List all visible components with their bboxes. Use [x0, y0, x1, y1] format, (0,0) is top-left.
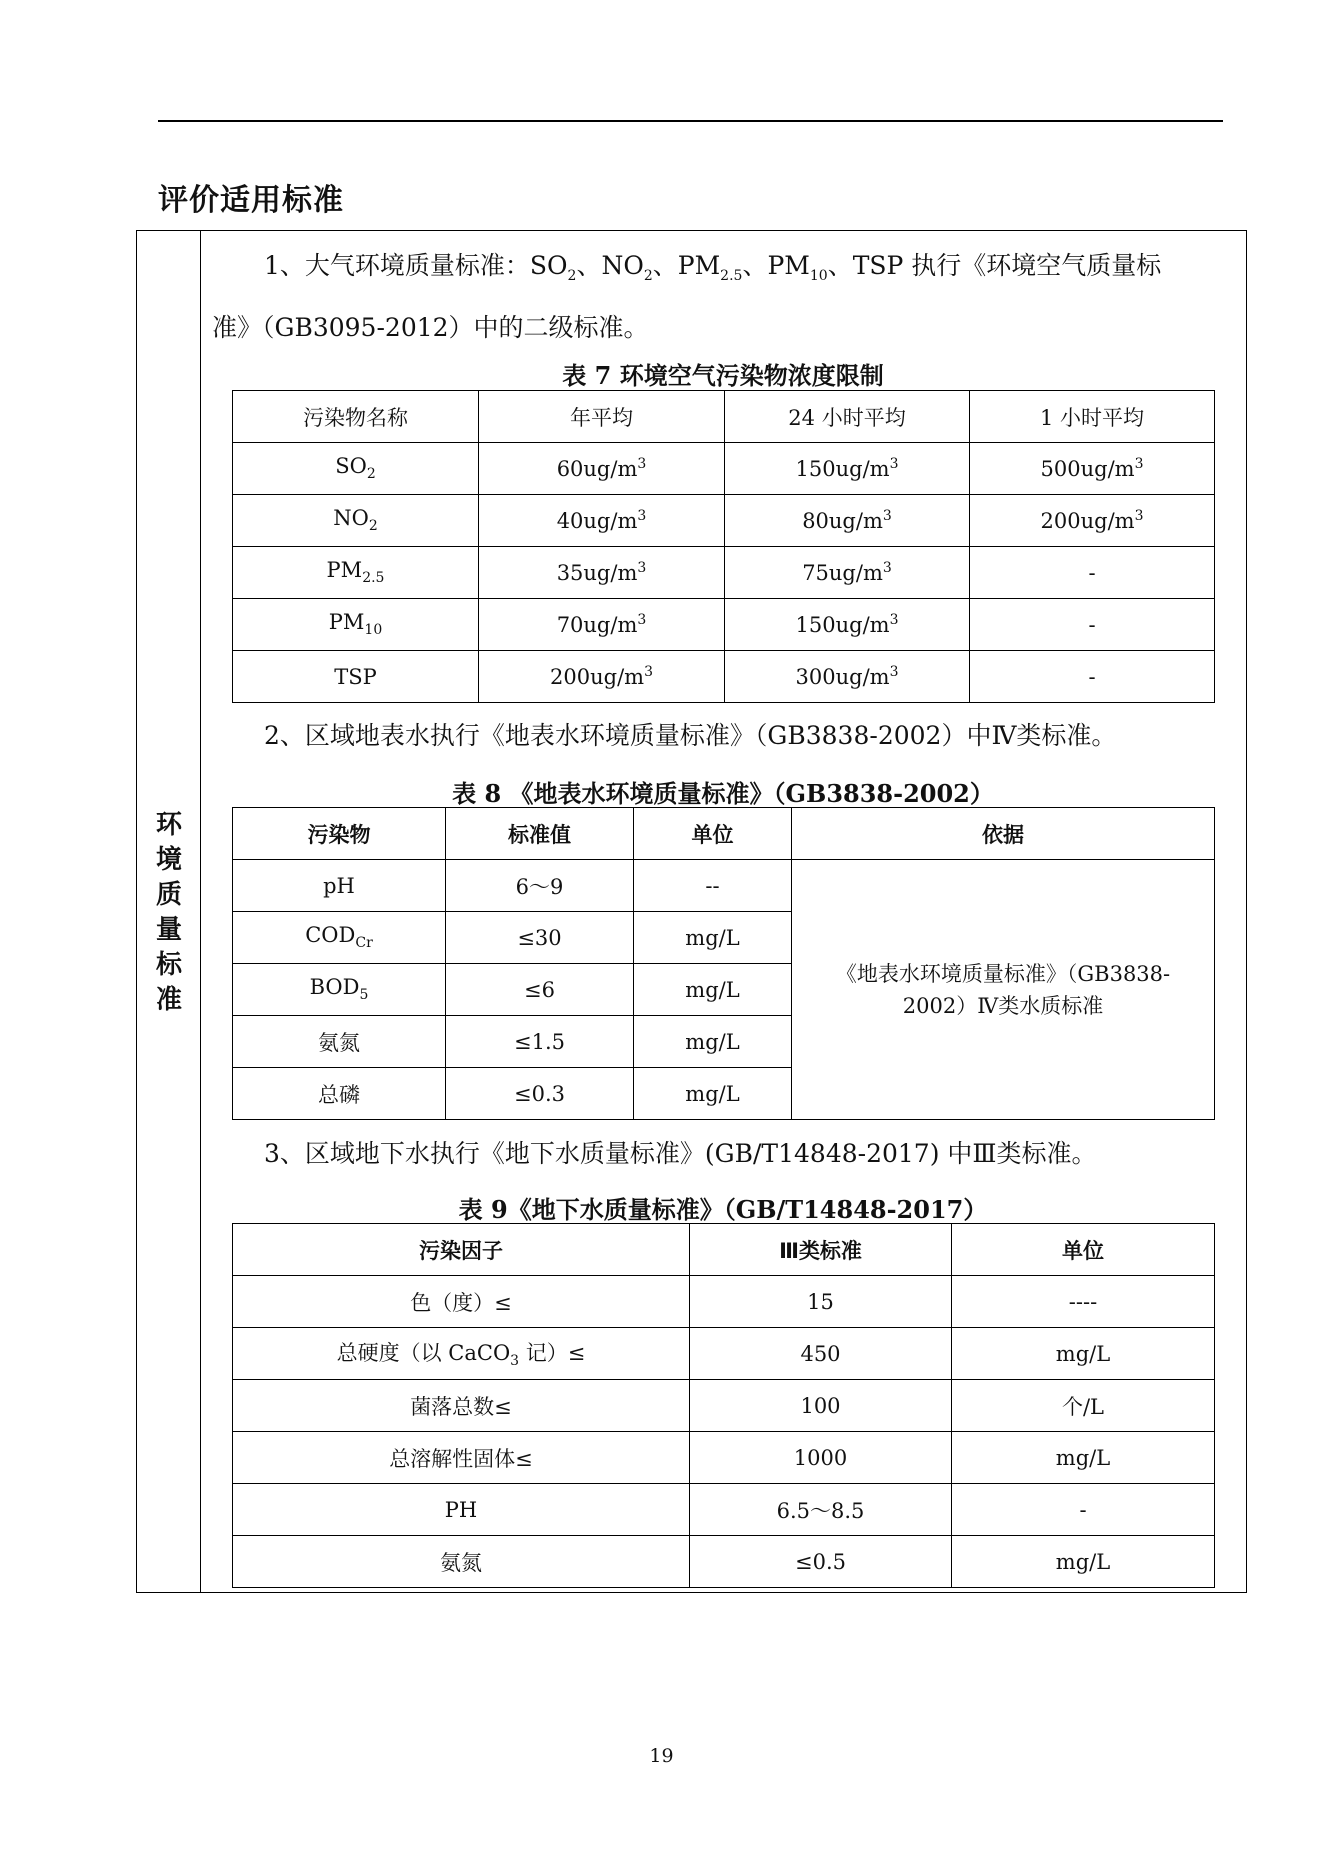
- table-row: [233, 599, 1215, 651]
- side-label-char: 环: [155, 810, 182, 840]
- side-label-char: 境: [155, 845, 182, 875]
- value-cell: 100: [690, 1380, 952, 1432]
- side-label-char: 标: [155, 950, 182, 980]
- table-row: [233, 1380, 1215, 1432]
- value-cell: ≤6: [446, 964, 634, 1016]
- pollutant-cell: $COD_{Cr}$: [233, 912, 446, 964]
- value-cell: ≤0.3: [446, 1068, 634, 1120]
- daily-cell: $300ug/m^3$: [725, 651, 970, 703]
- table-row: [233, 495, 1215, 547]
- air-standard-line1: 1、大气环境质量标准：$SO_2$、$NO_2$、$PM_{2.5}$、$PM_{10}$、TSP 执行《环境空气质量标: [264, 251, 1162, 284]
- unit-cell: mg/L: [634, 1068, 792, 1120]
- pollutant-cell: $NO_2$: [233, 495, 479, 547]
- daily-cell: $75ug/m^3$: [725, 547, 970, 599]
- unit-cell: mg/L: [634, 964, 792, 1016]
- table9-header-cell: 污染因子: [233, 1224, 690, 1276]
- unit-cell: mg/L: [952, 1328, 1215, 1380]
- unit-cell: mg/L: [634, 1016, 792, 1068]
- unit-cell: mg/L: [634, 912, 792, 964]
- table-row: [233, 443, 1215, 495]
- value-cell: ≤1.5: [446, 1016, 634, 1068]
- daily-cell: $80ug/m^3$: [725, 495, 970, 547]
- table-row: [233, 1432, 1215, 1484]
- annual-cell: $35ug/m^3$: [479, 547, 725, 599]
- air-standard-line2: 准》（GB3095-2012）中的二级标准。: [212, 313, 649, 342]
- pollutant-cell: pH: [233, 860, 446, 912]
- hourly-cell: $200ug/m^3$: [970, 495, 1215, 547]
- table-row: [233, 860, 1215, 912]
- value-cell: ≤0.5: [690, 1536, 952, 1588]
- table-row: [233, 1484, 1215, 1536]
- table7-header-cell: 污染物名称: [233, 391, 479, 443]
- value-cell: 6～9: [446, 860, 634, 912]
- pollutant-cell: $PM_{2.5}$: [233, 547, 479, 599]
- groundwater-paragraph: 3、区域地下水执行《地下水质量标准》(GB/T14848-2017) 中Ⅲ类标准。: [264, 1139, 1097, 1168]
- factor-cell: 菌落总数≤: [233, 1380, 690, 1432]
- unit-cell: --: [634, 860, 792, 912]
- table-row: [233, 651, 1215, 703]
- annual-cell: $200ug/m^3$: [479, 651, 725, 703]
- unit-cell: -: [952, 1484, 1215, 1536]
- pollutant-cell: 总磷: [233, 1068, 446, 1120]
- factor-cell: PH: [233, 1484, 690, 1536]
- basis-cell: 《地表水环境质量标准》（GB3838- 2002）Ⅳ类水质标准: [792, 860, 1215, 1120]
- pollutant-cell: $SO_2$: [233, 443, 479, 495]
- table9-groundwater: [232, 1223, 1215, 1588]
- table7-header-cell: 24 小时平均: [725, 391, 970, 443]
- table8-caption: 表 8 《地表水环境质量标准》（GB3838-2002）: [452, 779, 994, 808]
- factor-cell: 总硬度（以 CaCO$_3$ 记）≤: [233, 1328, 690, 1380]
- table9-caption: 表 9《地下水质量标准》（GB/T14848-2017）: [458, 1195, 988, 1224]
- annual-cell: $60ug/m^3$: [479, 443, 725, 495]
- table8-header-cell: 单位: [634, 808, 792, 860]
- unit-cell: mg/L: [952, 1536, 1215, 1588]
- annual-cell: $40ug/m^3$: [479, 495, 725, 547]
- table8-surface-water: [232, 807, 1215, 1120]
- hourly-cell: -: [970, 651, 1215, 703]
- table9-header-cell: Ⅲ类标准: [690, 1224, 952, 1276]
- factor-cell: 色（度）≤: [233, 1276, 690, 1328]
- value-cell: 450: [690, 1328, 952, 1380]
- table7-header-cell: 年平均: [479, 391, 725, 443]
- table7-air-limits: [232, 390, 1215, 703]
- value-cell: 6.5～8.5: [690, 1484, 952, 1536]
- hourly-cell: -: [970, 599, 1215, 651]
- hourly-cell: $500ug/m^3$: [970, 443, 1215, 495]
- page-number: 19: [649, 1745, 674, 1767]
- table7-caption: 表 7 环境空气污染物浓度限制: [562, 361, 884, 390]
- table7-header-cell: 1 小时平均: [970, 391, 1215, 443]
- factor-cell: 氨氮: [233, 1536, 690, 1588]
- surface-water-paragraph: 2、区域地表水执行《地表水环境质量标准》（GB3838-2002）中Ⅳ类标准。: [264, 721, 1117, 750]
- unit-cell: ----: [952, 1276, 1215, 1328]
- table-row: [233, 1536, 1215, 1588]
- pollutant-cell: $BOD_5$: [233, 964, 446, 1016]
- pollutant-cell: 氨氮: [233, 1016, 446, 1068]
- air-standard-paragraph: [212, 240, 1237, 354]
- side-label-char: 准: [155, 985, 182, 1015]
- value-cell: 1000: [690, 1432, 952, 1484]
- annual-cell: $70ug/m^3$: [479, 599, 725, 651]
- table8-header-cell: 依据: [792, 808, 1215, 860]
- unit-cell: 个/L: [952, 1380, 1215, 1432]
- section-heading: 评价适用标准: [158, 183, 344, 218]
- table8-header-cell: 标准值: [446, 808, 634, 860]
- table8-header-cell: 污染物: [233, 808, 446, 860]
- hourly-cell: -: [970, 547, 1215, 599]
- side-label-char: 量: [155, 915, 182, 945]
- side-label: [152, 808, 186, 1018]
- daily-cell: $150ug/m^3$: [725, 599, 970, 651]
- daily-cell: $150ug/m^3$: [725, 443, 970, 495]
- pollutant-cell: $PM_{10}$: [233, 599, 479, 651]
- side-label-char: 质: [155, 880, 182, 910]
- frame-divider: [200, 231, 201, 1592]
- table-row: [233, 1328, 1215, 1380]
- table9-header-cell: 单位: [952, 1224, 1215, 1276]
- table-row: [233, 1276, 1215, 1328]
- table-row: [233, 547, 1215, 599]
- factor-cell: 总溶解性固体≤: [233, 1432, 690, 1484]
- header-rule: [158, 120, 1223, 122]
- unit-cell: mg/L: [952, 1432, 1215, 1484]
- pollutant-cell: TSP: [233, 651, 479, 703]
- value-cell: 15: [690, 1276, 952, 1328]
- value-cell: ≤30: [446, 912, 634, 964]
